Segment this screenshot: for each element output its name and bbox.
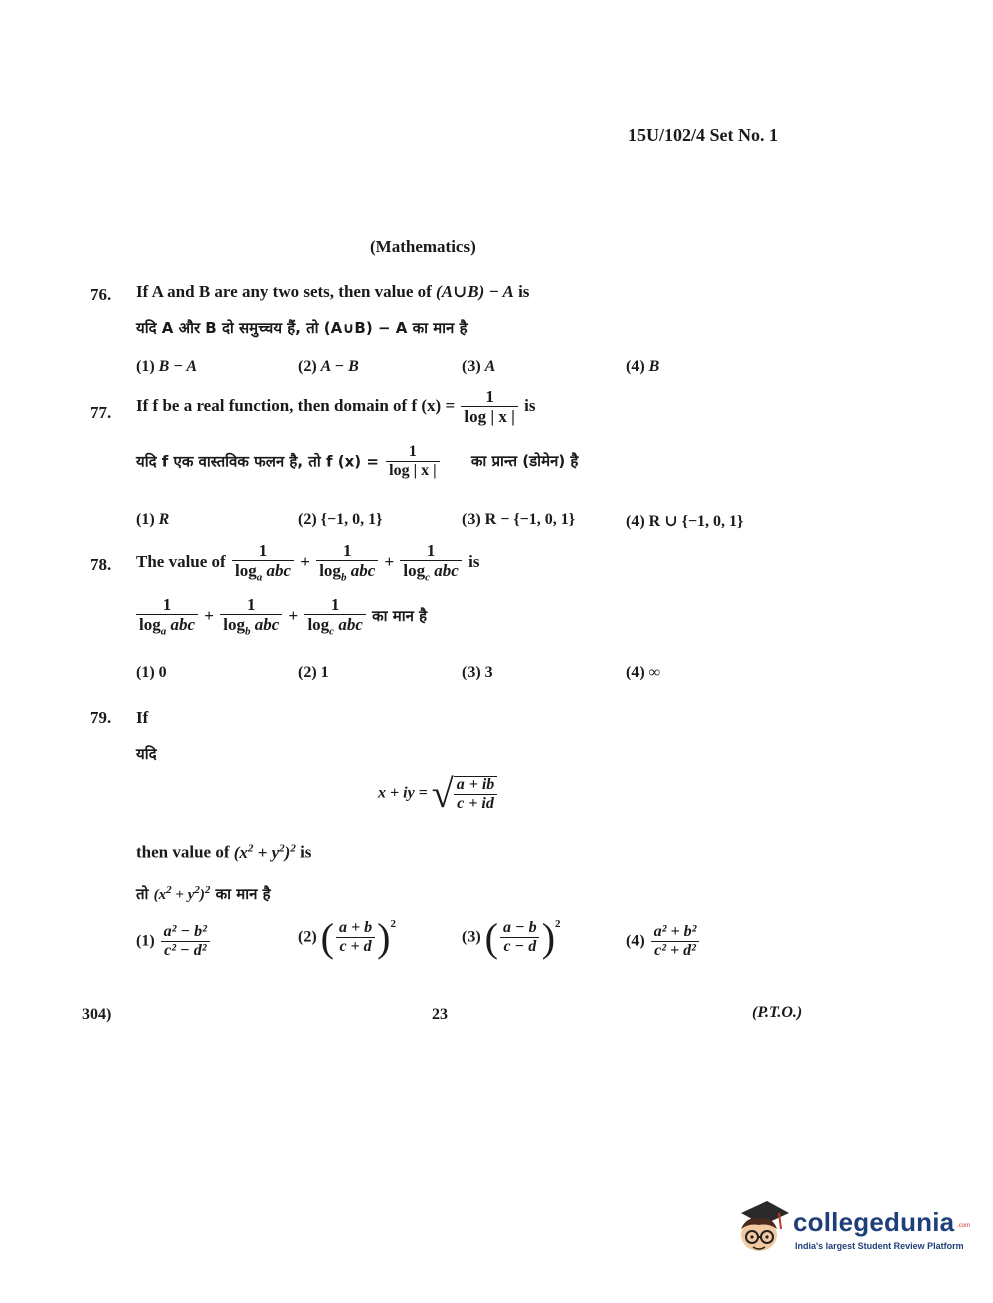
q77-option-2: (2) {−1, 0, 1} <box>298 511 383 528</box>
subject-heading: (Mathematics) <box>370 237 476 256</box>
logo-wordmark: collegedunia <box>793 1207 955 1237</box>
q77-fraction: $\frac{1}{\log | x |}$ <box>461 388 517 426</box>
logo-com: .com <box>957 1223 971 1229</box>
q78-hindi-term-b: $\frac{1}{\log_b abc}$ <box>220 596 282 638</box>
question-79-hindi: तो $(x^2 + y^2)^2$ का मान है <box>136 884 271 903</box>
q76-option-1: (1) B − A <box>136 358 198 375</box>
q79-equation: x + iy = √ $\frac{a + ib}{c + id}$ <box>378 774 497 814</box>
collegedunia-logo <box>733 1195 973 1265</box>
student-mascot-icon <box>733 1195 789 1264</box>
question-77-hindi: यदि f एक वास्तविक फलन है, तो f (x) = $\frac{1}{\log | x |}$ का प्रान्त (डोमेन) है <box>136 443 579 479</box>
question-76-hindi: यदि A और B दो समुच्चय हैं, तो (A∪B) − A का मान है <box>136 319 468 337</box>
q78-option-4: (4) ∞ <box>626 664 661 681</box>
q78-term-c: $\frac{1}{\log_c abc}$ <box>400 542 461 584</box>
q78-option-1: (1) 0 <box>136 664 167 681</box>
q76-option-4: (4) B <box>626 358 660 375</box>
logo-tagline: India's largest Student Review Platform <box>795 1241 964 1251</box>
question-77-text: If f be a real function, then domain of f (x) = $\frac{1}{\log | x |}$ is <box>136 387 536 426</box>
q77-option-3: (3) R − {−1, 0, 1} <box>462 511 576 528</box>
page-number: 23 <box>432 1006 448 1023</box>
q76-option-3: (3) A <box>462 358 496 375</box>
question-78-number: 78. <box>90 555 112 574</box>
set-number: 15U/102/4 Set No. 1 <box>628 125 778 145</box>
q78-hindi-term-c: $\frac{1}{\log_c abc}$ <box>304 596 365 638</box>
q78-term-b: $\frac{1}{\log_b abc}$ <box>316 542 378 584</box>
question-76-number: 76. <box>90 285 112 304</box>
pto-note: (P.T.O.) <box>752 1004 803 1021</box>
question-79-text: then value of $(x^2 + y^2)^2$ is <box>136 842 312 862</box>
q79-option-1: (1) $\frac{\text{a² − b²}}{\text{c² − d²}}$ <box>136 924 212 960</box>
q79-option-3: (3) ( $\frac{a - b}{c - d}$ )$^2$ <box>462 915 561 960</box>
question-79-number: 79. <box>90 708 112 727</box>
footer-code: 304) <box>82 1006 112 1023</box>
question-76-text: If A and B are any two sets, then value of (A∪B) − A is <box>136 282 530 301</box>
q77-option-1: (1) R <box>136 511 170 528</box>
q78-option-2: (2) 1 <box>298 664 329 681</box>
question-77-number: 77. <box>90 403 112 422</box>
q78-hindi-term-a: $\frac{1}{\log_a abc}$ <box>136 596 198 638</box>
q79-option-2: (2) ( $\frac{a + b}{c + d}$ )$^2$ <box>298 915 396 960</box>
question-79-if: If <box>136 708 149 727</box>
question-78-text: The value of $\frac{1}{\log_a abc}$ + $\frac{1}{\log_b abc}$ + $\frac{1}{\log_c abc}$ is <box>136 541 480 584</box>
question-79-hindi-if: यदि <box>136 745 157 763</box>
question-78-hindi: $\frac{1}{\log_a abc}$ + $\frac{1}{\log_b abc}$ + $\frac{1}{\log_c abc}$ का मान है <box>134 596 427 638</box>
q79-option-4: (4) $\frac{\text{a² + b²}}{\text{c² + d²}}$ <box>626 924 701 960</box>
q77-hindi-fraction: $\frac{1}{\log | x |}$ <box>386 444 440 480</box>
q78-option-3: (3) 3 <box>462 664 493 681</box>
q76-option-2: (2) A − B <box>298 358 359 375</box>
q79-sqrt: √ $\frac{a + ib}{c + id}$ <box>432 774 498 814</box>
q78-term-a: $\frac{1}{\log_a abc}$ <box>232 542 294 584</box>
q77-option-4: (4) R ∪ {−1, 0, 1} <box>626 513 744 530</box>
